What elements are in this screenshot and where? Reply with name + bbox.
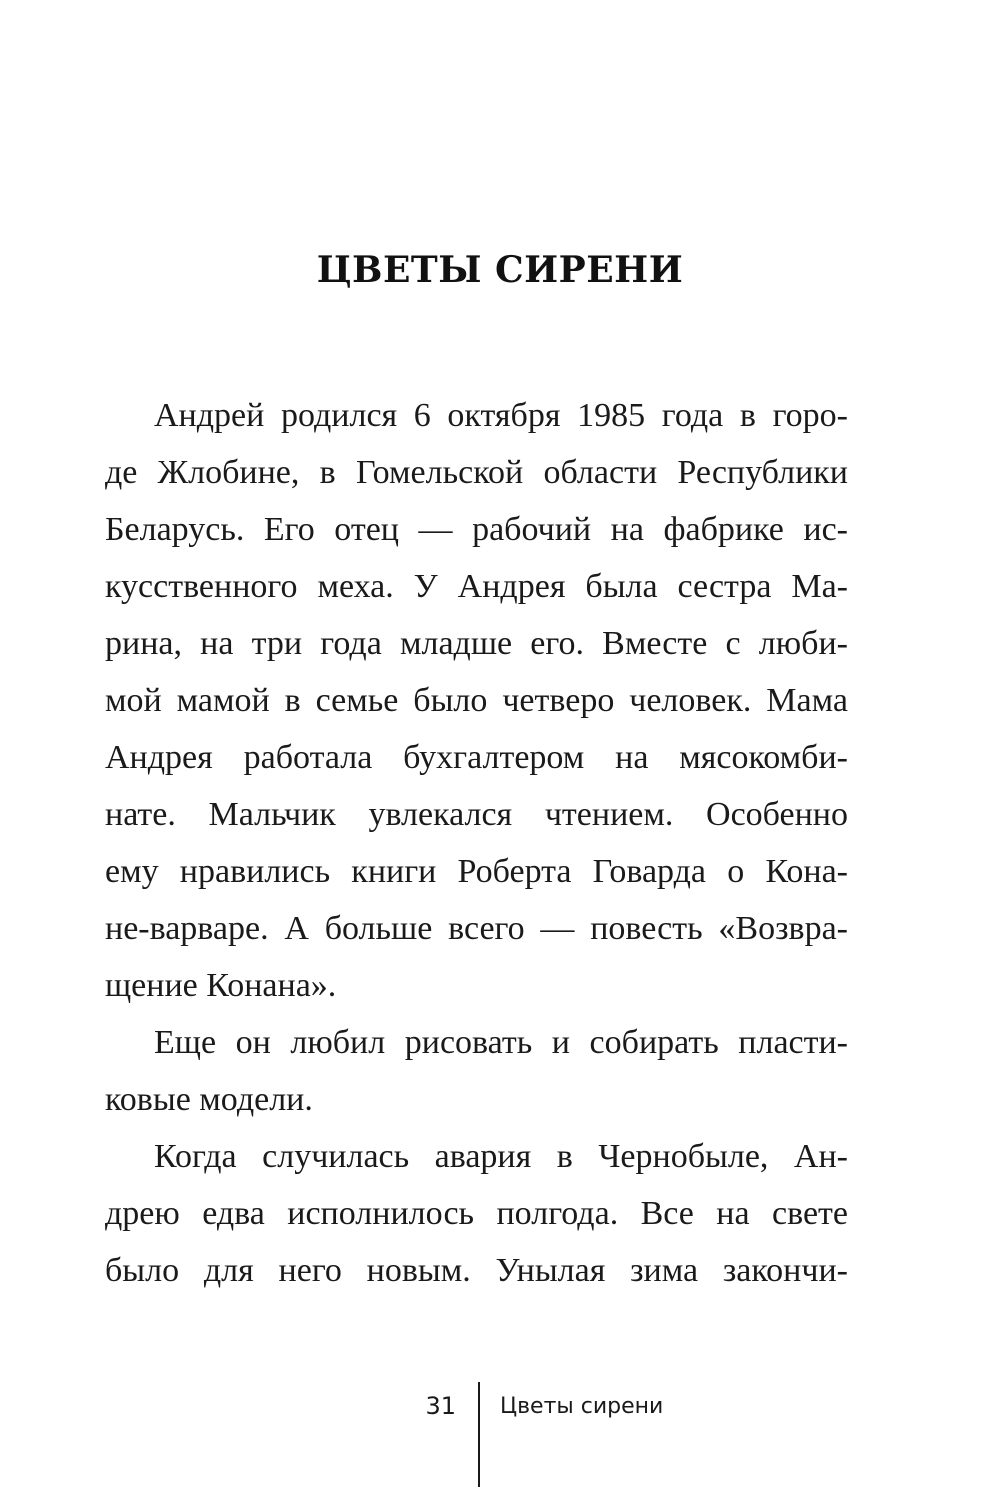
- text-line: Когда случилась авария в Чернобыле, Ан-: [154, 1138, 848, 1175]
- text-line: кусственного меха. У Андрея была сестра Ма-: [105, 568, 848, 605]
- text-line: дрею едва исполнилось полгода. Все на свете: [105, 1195, 848, 1232]
- text-line: щение Конана».: [105, 967, 337, 1004]
- page-number: 31: [425, 1392, 456, 1420]
- text-line: ковые модели.: [105, 1081, 313, 1118]
- text-line: Андрей родился 6 октября 1985 года в горо-: [154, 397, 848, 434]
- body-text: [105, 387, 848, 1299]
- text-line: ему нравились книги Роберта Говарда о Кона-: [105, 853, 848, 890]
- running-title: Цветы сирени: [500, 1394, 664, 1419]
- text-line: де Жлобине, в Гомельской области Республики: [105, 454, 848, 491]
- text-line: рина, на три года младше его. Вместе с люби-: [105, 625, 848, 662]
- text-line: Беларусь. Его отец — рабочий на фабрике ис-: [105, 511, 848, 548]
- chapter-title: ЦВЕТЫ СИРЕНИ: [316, 249, 684, 291]
- text-line: нате. Мальчик увлекался чтением. Особенно: [105, 796, 848, 833]
- text-line: не-варваре. А больше всего — повесть «Возвра-: [105, 910, 848, 947]
- text-line: Еще он любил рисовать и собирать пласти-: [154, 1024, 848, 1061]
- text-line: Андрея работала бухгалтером на мясокомби-: [105, 739, 848, 776]
- text-line: было для него новым. Унылая зима закончи-: [105, 1252, 848, 1289]
- text-line: мой мамой в семье было четверо человек. Мама: [105, 682, 848, 719]
- footer-divider: [478, 1382, 480, 1487]
